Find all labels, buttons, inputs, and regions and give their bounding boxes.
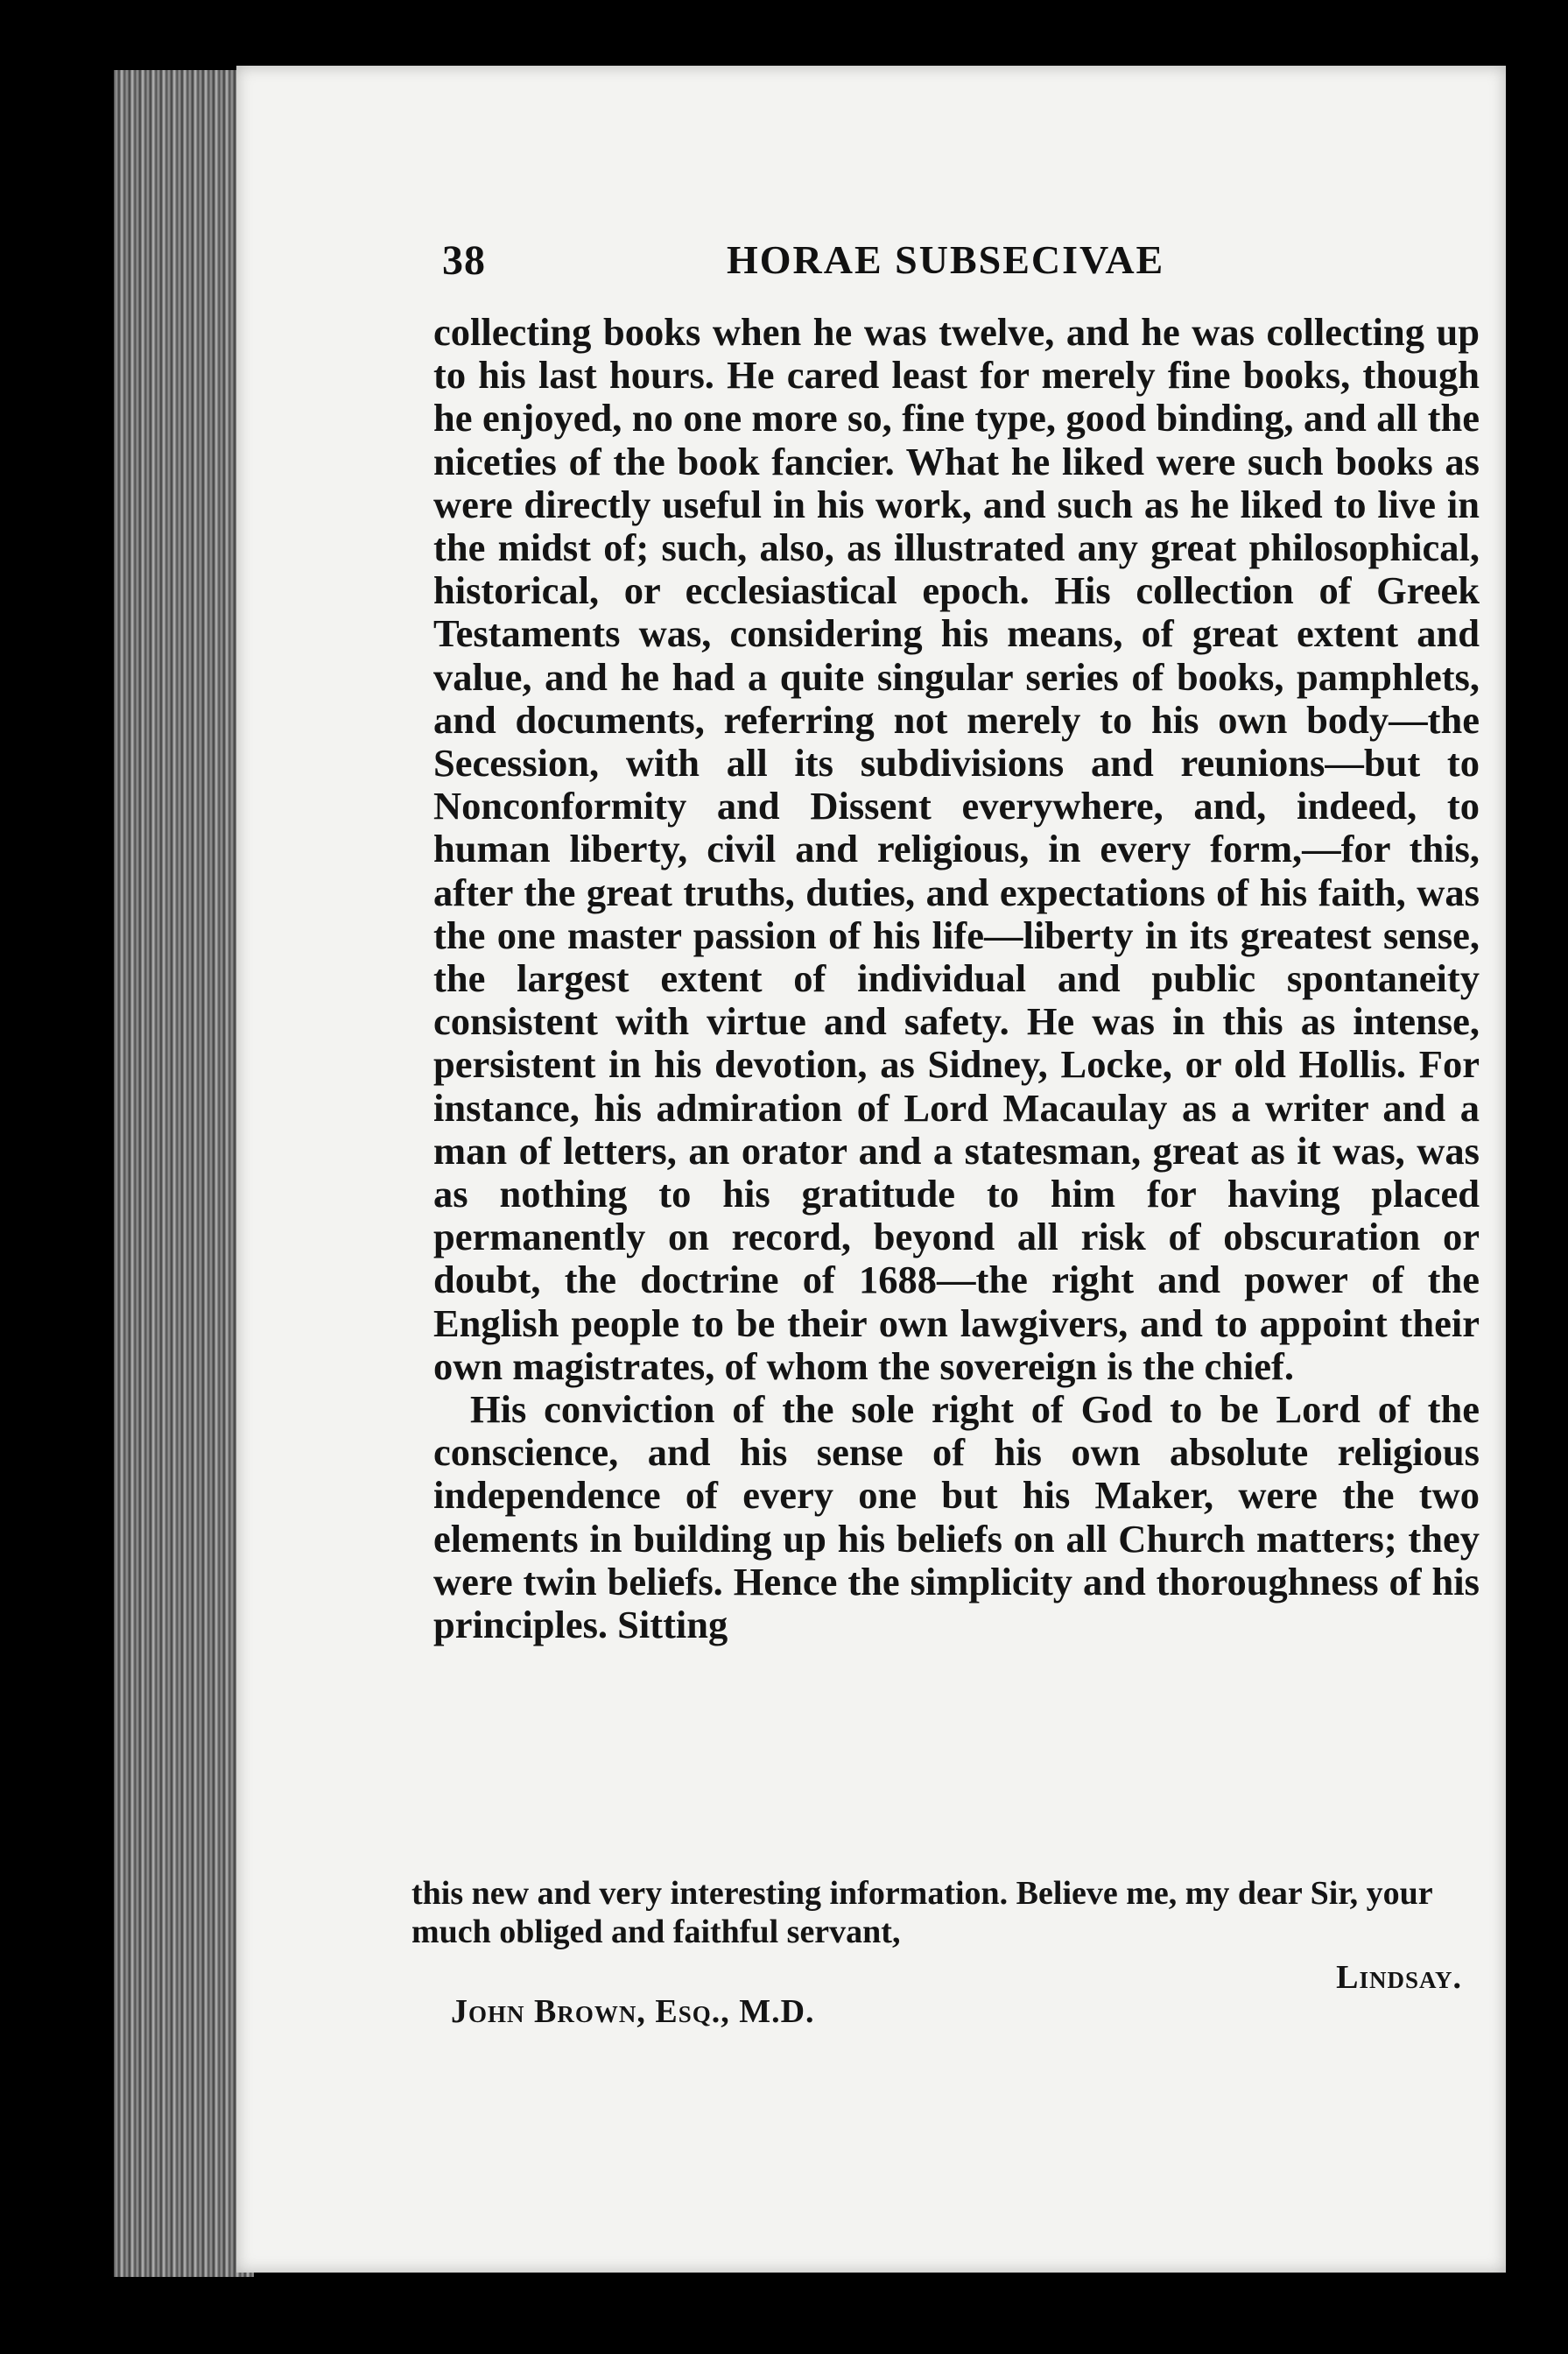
paragraph-1: collecting books when he was twelve, and he was collecting up to his last hours. He cared least for merely fine books, though he enjoyed, no one more so, fine type, good binding, and all the niceties of the book fancier. What he liked were such books as were directly useful in his work, and such as he liked to live in the midst of; such, also, as illustrated any great philosophical, historical, or ecclesiastical epoch. His collection of Greek Testaments was, considering his means, of great extent and value, and he had a quite singular series of books, pamphlets, and documents, referring not merely to his own body—the Secession, with all its subdivisions and reunions—but to Nonconformity and Dissent everywhere, and, indeed, to human liberty, civil and religious, in every form,—for this, after the great truths, duties, and expectations of his faith, was the one master passion of his life—liberty in its greatest sense, the largest extent of individual and public spontaneity consistent with virtue and safety. He was in this as intense, persistent in his devotion, as Sidney, Locke, or old Hollis. For instance, his admiration of Lord Macaulay as a writer and a man of letters, an orator and a statesman, great as it was, was as nothing to his gratitude to him for having placed permanently on record, beyond all risk of obscuration or doubt, the doctrine of 1688—the right and power of the English people to be their own lawgivers, and to appoint their own magistrates, of whom the sovereign is the chief. xyxy=(433,310,1480,1388)
page-number: 38 xyxy=(442,237,486,284)
body-text xyxy=(433,311,1480,1646)
footnote xyxy=(411,1874,1462,1997)
book-right-edge xyxy=(1506,79,1568,2354)
footnote-addressee: John Brown, Esq., M.D. xyxy=(451,1993,815,2030)
footnote-text: this new and very interesting information. Believe me, my dear Sir, your much obliged and faithful servant, xyxy=(411,1875,1432,1950)
page-header xyxy=(442,236,1480,298)
paragraph-2: His conviction of the sole right of God to be Lord of the conscience, and his sense of his own absolute religious independence of every one but his Maker, were the two elements in building up his beliefs on all Church matters; they were twin beliefs. Hence the simplicity and thoroughness of his principles. Sitting xyxy=(433,1387,1480,1647)
running-head: HORAE SUBSECIVAE xyxy=(727,237,1165,282)
footnote-signature: Lindsay. xyxy=(1336,1959,1462,1996)
book-page-edges xyxy=(114,70,254,2277)
